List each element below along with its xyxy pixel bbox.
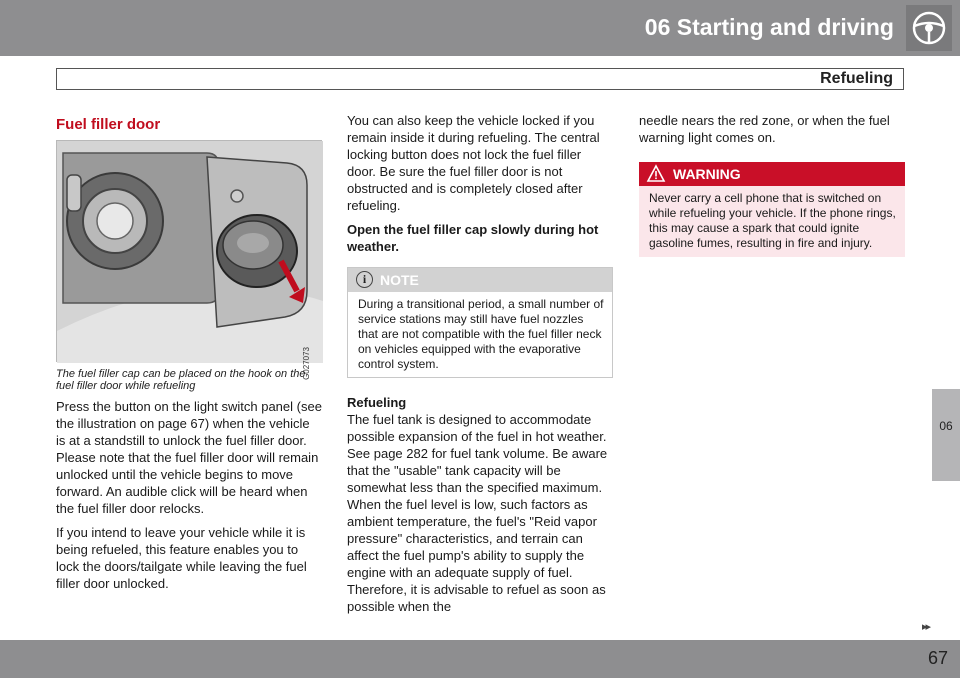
warning-header [639,162,905,186]
warning-text: Never carry a cell phone that is switched on while refueling your vehicle. If the phone rings, this may cause a spark that could ignite gasoline fumes, resulting in fire and injury. [649,191,896,250]
warning-triangle-icon [647,165,665,186]
note-header [348,268,612,292]
note-text: During a transitional period, a small number of service stations may still have fuel nozzles that are not compatible with the fuel filler neck on vehicles equipped with the evaporative control system. [358,297,604,371]
figure-code: G027073 [302,347,311,380]
chapter-title: 06 Starting and driving [644,14,894,40]
section-title: Refueling [820,70,893,87]
column-2 [347,112,613,622]
refueling-subheading: Refueling [347,395,407,410]
figure-caption: The fuel filler cap can be placed on the hook on the fuel filler door while refueling [56,368,306,392]
paragraph: needle nears the red zone, or when the fuel warning light comes on. [639,113,890,145]
chapter-tab-label: 06 [939,419,953,433]
warning-box [639,162,905,257]
page-number: 67 [927,648,948,668]
hot-weather-instruction: Open the fuel filler cap slowly during hot weather. [347,222,599,254]
chapter-header-bar [0,0,960,56]
note-box [347,267,613,378]
next-page-indicator: ▸▸ [922,621,930,633]
footer-bar [0,640,960,678]
note-title: NOTE [380,272,419,288]
paragraph: You can also keep the vehicle locked if you remain inside it during refueling. The central locking button does not lock the fuel filler door. Be sure the fuel filler door is not obstructed and is completely closed after refueling. [347,113,600,213]
steering-wheel-icon [906,5,952,51]
fuel-filler-door-heading: Fuel filler door [56,116,161,133]
paragraph: Press the button on the light switch panel (see the illustration on page 67) when the vehicle is at a standstill to unlock the fuel filler door. Please note that the fuel filler door will remain unlocked until the vehicle begins to move forward. An audible click will be heard when the fuel filler door relocks. [56,399,322,516]
column-1 [56,112,322,599]
paragraph: If you intend to leave your vehicle while it is being refueled, this feature enables you to lock the doors/tailgate while leaving the fuel filler door unlocked. [56,525,307,591]
column-3 [639,112,905,257]
section-header-bar [56,68,904,90]
paragraph: The fuel tank is designed to accommodate possible expansion of the fuel in hot weather. See page 282 for fuel tank volume. Be aware that the "usable" tank capacity will be somewhat less than the specified maximum. When the fuel level is low, such factors as ambient temperature, the fuel's "Reid vapor pressure" characteristics, and terrain can affect the fuel pump's ability to supply the engine with an adequate supply of fuel. Therefore, it is advisable to refuel as soon as possible when the [347,412,608,614]
chapter-tab [932,389,960,481]
info-icon: i [356,271,373,288]
warning-title: WARNING [673,166,741,182]
